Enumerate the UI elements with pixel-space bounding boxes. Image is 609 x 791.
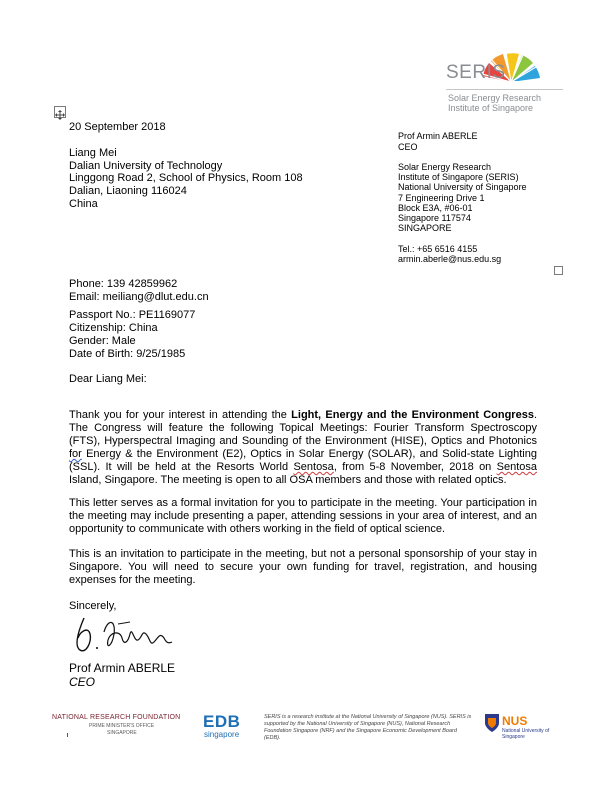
- p1-text-b: . The Congress will feature the following Topical Meetings: Fourier Transform Spectroscopy (FTS), Hyperspectral Imaging and Sounding of the Environment (HISE), Optics and Photonics: [69, 409, 537, 447]
- sender-tel: Tel.: +65 6516 4155: [398, 244, 478, 254]
- sender-address-3: Singapore 117574: [398, 213, 471, 223]
- letter-date: 20 September 2018: [69, 121, 166, 133]
- p1-text-c: Energy & the Environment (E2), Optics in Solar Energy (SOLAR), and Solid-state Lighting (SSL). It will be held at the Resorts World: [69, 448, 537, 473]
- seris-fullname: [448, 93, 541, 113]
- sender-org-1: Solar Energy Research: [398, 162, 492, 172]
- congress-name: Light, Energy and the Environment Congress: [291, 409, 534, 421]
- recipient-dob: Date of Birth: 9/25/1985: [69, 348, 186, 360]
- sender-org-3: National University of Singapore: [398, 182, 527, 192]
- paragraph-3: [69, 548, 537, 587]
- letterhead-rule: [446, 89, 563, 90]
- signatory-name: Prof Armin ABERLE: [69, 661, 176, 675]
- grammar-flag: for: [69, 448, 82, 460]
- move-arrows-icon: [55, 110, 65, 120]
- p2-text: This letter serves as a formal invitation for you to participate in the meeting. Your participation in the meeting may include presenting a paper, attending sessions in your area of interest, and an opportunity to communicate with others working in the field of optical science.: [69, 497, 537, 535]
- funding-statement: SERIS is a research institute at the National University of Singapore (NUS). SERIS is supported by the National University of Singapore (NUS), National Research Foundation Singapore (NRF) and the Singapore Economic Development Board (EDB).: [264, 714, 472, 741]
- recipient-email: Email: meiliang@dlut.edu.cn: [69, 291, 209, 303]
- table-move-handle[interactable]: [54, 106, 66, 118]
- paragraph-2: [69, 497, 537, 536]
- recipient-name: Liang Mei: [69, 147, 117, 159]
- nus-logo: NUS: [502, 714, 528, 728]
- nrf-subtitle: PRIME MINISTER'S OFFICE: [89, 723, 155, 729]
- p1-text-e: Island, Singapore. The meeting is open to all OSA members and those with related optics.: [69, 474, 507, 486]
- p1-text-d: , from 5-8 November, 2018 on: [333, 461, 497, 473]
- edb-subtitle: singapore: [204, 730, 240, 739]
- sender-org-2: Institute of Singapore (SERIS): [398, 172, 519, 182]
- recipient-citizenship: Citizenship: China: [69, 322, 158, 334]
- recipient-phone: Phone: 139 42859962: [69, 278, 178, 290]
- recipient-country: China: [69, 198, 98, 210]
- paragraph-1: [69, 409, 537, 487]
- signatory-title: CEO: [69, 675, 96, 689]
- p3-text: This is an invitation to participate in the meeting, but not a personal sponsorship of your stay in Singapore. You will need to secure your own funding for travel, registration, and housing expenses for the meeting.: [69, 548, 537, 586]
- recipient-gender: Gender: Male: [69, 335, 136, 347]
- spelling-flag-1: Sentosa: [293, 461, 334, 473]
- recipient-address-2: Dalian, Liaoning 116024: [69, 185, 187, 197]
- p1-text-a: Thank you for your interest in attending the: [69, 409, 292, 421]
- nus-crest-icon: [484, 713, 500, 733]
- sender-address-4: SINGAPORE: [398, 223, 452, 233]
- recipient-passport: Passport No.: PE1169077: [69, 309, 196, 321]
- salutation: Dear Liang Mei:: [69, 373, 147, 385]
- nrf-country: SINGAPORE: [107, 730, 137, 736]
- sender-title: CEO: [398, 142, 418, 152]
- nus-subtitle: National University of Singapore: [502, 728, 550, 740]
- footer-mark: [67, 733, 68, 737]
- edb-logo: EDB: [203, 712, 241, 731]
- signature-image: [70, 612, 180, 660]
- recipient-institution: Dalian University of Technology: [69, 160, 223, 172]
- sender-address-1: 7 Engineering Drive 1: [398, 193, 485, 203]
- spelling-flag-2: Sentosa: [496, 461, 538, 473]
- seris-wordmark: SERIS: [446, 62, 506, 83]
- sender-name: Prof Armin ABERLE: [398, 131, 478, 141]
- nrf-logo: NATIONAL RESEARCH FOUNDATION: [52, 714, 181, 721]
- seris-fullname-line-2: Institute of Singapore: [448, 103, 534, 113]
- closing: Sincerely,: [69, 600, 117, 612]
- seris-fullname-line-1: Solar Energy Research: [448, 93, 542, 103]
- recipient-address-1: Linggong Road 2, School of Physics, Room 108: [69, 172, 303, 184]
- table-resize-handle[interactable]: [554, 266, 563, 275]
- sender-address-2: Block E3A, #06-01: [398, 203, 473, 213]
- sender-email: armin.aberle@nus.edu.sg: [398, 254, 502, 264]
